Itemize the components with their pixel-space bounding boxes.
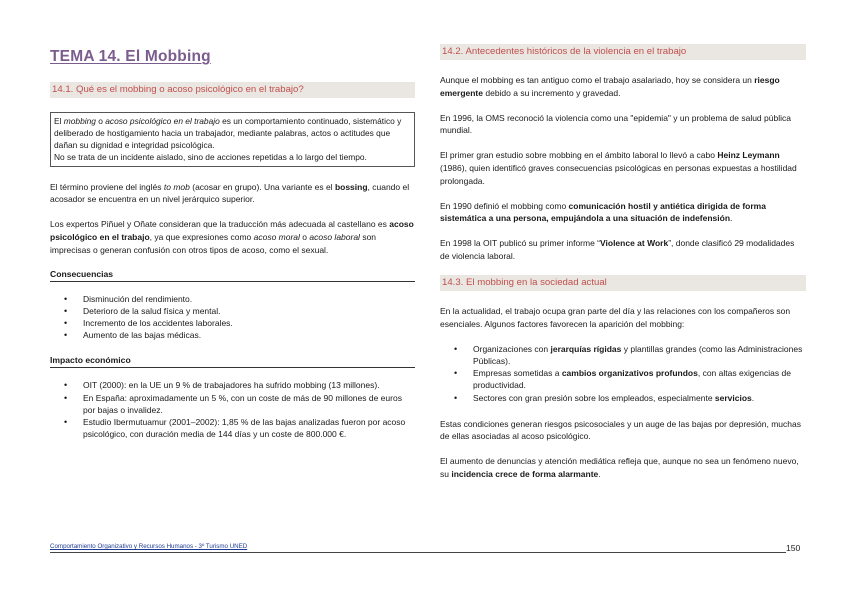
list-item xyxy=(440,392,806,404)
text: Empresas sometidas a xyxy=(473,368,562,379)
consecuencias-heading: Consecuencias xyxy=(50,269,415,282)
text: En 1990 definió el mobbing como xyxy=(440,200,569,211)
impacto-list xyxy=(50,379,415,440)
text-bold: bossing xyxy=(334,181,368,192)
text-bold: cambios organizativos profundos xyxy=(561,368,698,379)
section-heading-14-1: 14.1. Qué es el mobbing o acoso psicológico en el trabajo? xyxy=(50,82,415,98)
text: , ya que expresiones como xyxy=(149,231,254,242)
text-bold: Violence at Work xyxy=(600,238,669,249)
text-bold: acoso psicológico en el trabajo xyxy=(50,219,414,242)
page-title: TEMA 14. El Mobbing xyxy=(50,48,211,65)
paragraph-term-origin xyxy=(50,181,415,206)
text: . xyxy=(751,392,755,403)
text-italic: acoso psicológico en el trabajo xyxy=(105,116,220,126)
paragraph-riesgo-emergente xyxy=(440,74,806,99)
footer-course-link[interactable]: Comportamiento Organizativo y Recursos Humanos - 3º Turismo UNED xyxy=(50,543,248,550)
list-item: • OIT (2000): en la UE un 9 % de trabajadores ha sufrido mobbing (13 millones). xyxy=(50,379,415,391)
text: . xyxy=(730,213,733,224)
text: El aumento de denuncias y atención mediática refleja que, aunque no sea un fenómeno nuevo, su xyxy=(440,456,799,480)
text: Sectores con gran presión sobre los empleados, especialmente xyxy=(473,392,715,403)
text-bold: comunicación hostil y antiética dirigida de forma sistemática a una persona, empujándola a una situación de indefensión xyxy=(440,200,766,224)
right-column xyxy=(440,44,806,493)
text: o xyxy=(95,116,106,126)
text: ”, donde clasificó 29 modalidades de violencia laboral. xyxy=(440,238,795,261)
text-italic: acoso moral xyxy=(253,231,300,242)
left-column xyxy=(50,44,415,454)
paragraph-oit-1998 xyxy=(440,237,806,262)
text-bold: incidencia crece de forma alarmante xyxy=(451,469,599,480)
text-bold: servicios xyxy=(714,392,752,403)
list-item: • Disminución del rendimiento. xyxy=(50,293,415,305)
text: o xyxy=(299,231,310,242)
text: son imprecisas o generan confusión con otros tipos de acoso, como el sexual. xyxy=(50,231,377,255)
text: El término proviene del inglés xyxy=(50,181,164,192)
paragraph-definition-1990 xyxy=(440,200,806,225)
text-italic: to mob xyxy=(163,181,190,192)
text-bold: jerarquías rígidas xyxy=(550,343,622,354)
definition-box xyxy=(50,112,415,167)
text: Organizaciones con xyxy=(473,343,551,354)
text-bold: riesgo emergente xyxy=(440,75,780,98)
impacto-heading: Impacto económico xyxy=(50,355,415,368)
list-item: • Deterioro de la salud física y mental. xyxy=(50,305,415,317)
text-bold: Heinz Leymann xyxy=(717,150,780,161)
text: es un comportamiento continuado, sistemático y deliberado de hostigamiento hacia un trabajador, mediante palabras, actos o actitudes que dañan su dignidad e integridad psicológica. xyxy=(54,116,402,150)
list-item: • Estudio Ibermutuamur (2001–2002): 1,85 % de las bajas analizadas fueron por acoso psicológico, con duración media de 144 días y un coste de 800.000 €. xyxy=(50,416,415,440)
text-italic: acoso laboral xyxy=(309,231,360,242)
text: , con altas exigencias de productividad. xyxy=(473,368,791,391)
text-italic: mobbing xyxy=(63,116,96,126)
text: El primer gran estudio sobre mobbing en el ámbito laboral lo llevó a cabo xyxy=(440,150,718,161)
text: En 1998 la OIT publicó su primer informe “ xyxy=(440,238,600,249)
list-item: • Incremento de los accidentes laborales. xyxy=(50,317,415,329)
text: y plantillas grandes (como las Administraciones Públicas). xyxy=(473,343,803,366)
page-number: 150 xyxy=(786,543,801,553)
text: (acosar en grupo). Una variante es el xyxy=(189,181,335,192)
list-item: • Aumento de las bajas médicas. xyxy=(50,329,415,341)
text: , cuando el acosador se encuentra en un nivel jerárquico superior. xyxy=(50,181,410,205)
text: . xyxy=(598,469,601,480)
text: debido a su incremento y gravedad. xyxy=(483,87,621,98)
text: Los expertos Piñuel y Oñate consideran que la traducción más adecuada al castellano es xyxy=(50,219,390,230)
factors-list xyxy=(440,343,806,404)
footer-divider xyxy=(50,552,786,553)
section-heading-14-3: 14.3. El mobbing en la sociedad actual xyxy=(440,275,806,291)
list-item: • En España: aproximadamente un 5 %, con un coste de más de 90 millones de euros por bajas o invalidez. xyxy=(50,392,415,416)
list-item xyxy=(440,367,806,391)
list-item xyxy=(440,343,806,367)
text: Aunque el mobbing es tan antiguo como el trabajo asalariado, hoy se considera un xyxy=(440,75,755,85)
paragraph-oms: En 1996, la OMS reconoció la violencia como una "epidemia" y un problema de salud pública mundial. xyxy=(440,112,791,136)
text: El xyxy=(54,116,64,126)
paragraph-translation xyxy=(50,218,415,256)
paragraph-leymann xyxy=(440,149,806,187)
consecuencias-list xyxy=(50,293,415,342)
paragraph-incidencia xyxy=(440,455,806,480)
paragraph-actualidad: En la actualidad, el trabajo ocupa gran parte del día y las relaciones con los compañeros son esenciales. Algunos factores favorecen la aparición del mobbing: xyxy=(440,306,791,329)
paragraph-riesgos-psicosociales: Estas condiciones generan riesgos psicosociales y un auge de las bajas por depresión, muchas de ellas asociadas al acoso psicológico. xyxy=(440,418,801,442)
text: No se trata de un incidente aislado, sino de acciones repetidas a lo largo del tiempo. xyxy=(54,151,367,162)
section-heading-14-2: 14.2. Antecedentes históricos de la violencia en el trabajo xyxy=(440,44,806,60)
text: (1986), quien identificó graves consecuencias psicológicas en personas expuestas a hostilidad prolongada. xyxy=(440,162,797,186)
